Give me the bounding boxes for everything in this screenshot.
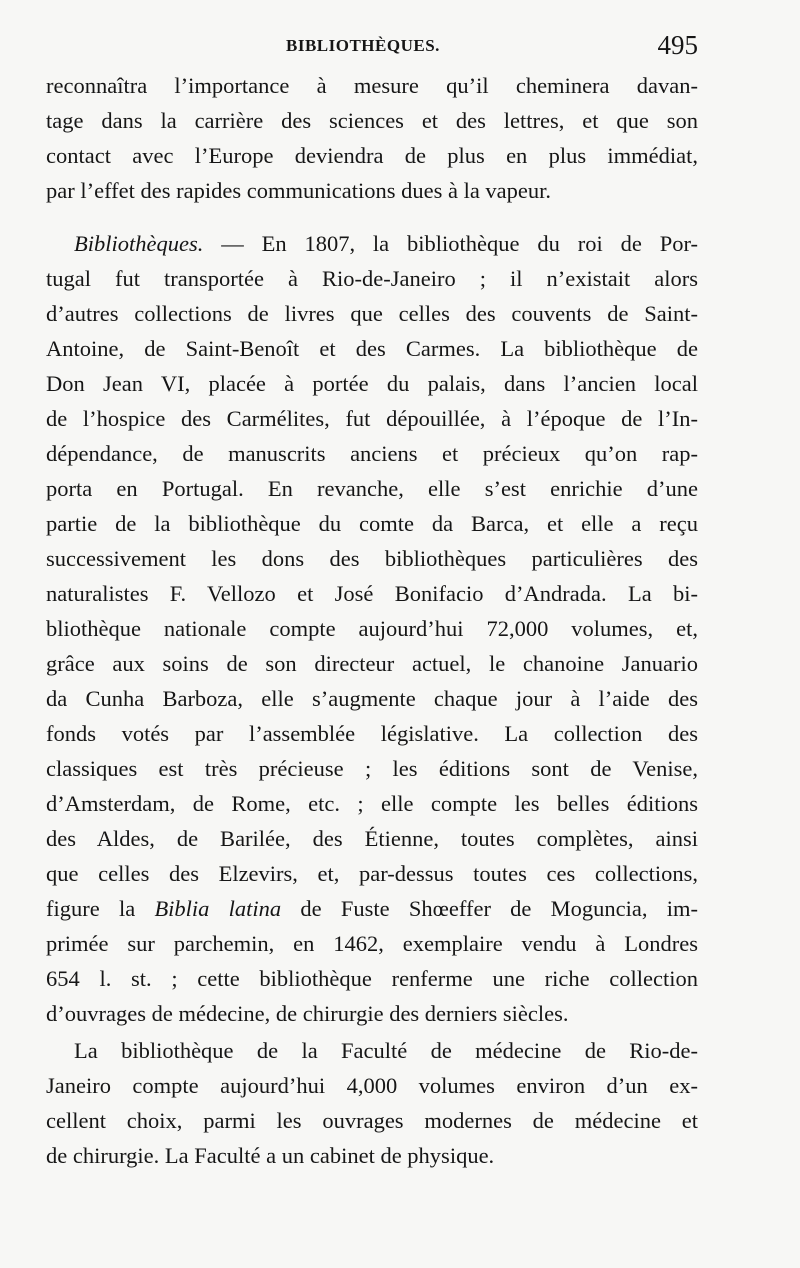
text-line: grâce aux soins de son directeur actuel, le chanoine Januario xyxy=(46,651,698,676)
text-line: que celles des Elzevirs, et, par-dessus toutes ces collections, xyxy=(46,861,698,886)
text-line: des Aldes, de Barilée, des Étienne, toutes complètes, ainsi xyxy=(46,826,698,851)
text-line: tugal fut transportée à Rio-de-Janeiro ; il n’existait alors xyxy=(46,266,698,291)
text-line: tage dans la carrière des sciences et des lettres, et que son xyxy=(46,108,698,133)
page-text-block xyxy=(46,32,698,1232)
text-line: La bibliothèque de la Faculté de médecine de Rio-de- xyxy=(74,1038,698,1063)
running-title: BIBLIOTHÈQUES. xyxy=(286,36,440,55)
section-lead-italic: Bibliothèques. xyxy=(74,231,204,256)
text-fragment: de Fuste Shœeffer de Moguncia, im- xyxy=(281,896,698,921)
text-line: bliothèque nationale compte aujourd’hui 72,000 volumes, et, xyxy=(46,616,698,641)
text-line: dépendance, de manuscrits anciens et précieux qu’on rap- xyxy=(46,441,698,466)
text-line: Don Jean VI, placée à portée du palais, dans l’ancien local xyxy=(46,371,698,396)
running-header xyxy=(46,32,698,68)
text-line: contact avec l’Europe deviendra de plus en plus immédiat, xyxy=(46,143,698,168)
text-line: partie de la bibliothèque du comte da Barca, et elle a reçu xyxy=(46,511,698,536)
paragraph-bibliotheques xyxy=(46,226,698,1031)
text-line: reconnaîtra l’importance à mesure qu’il cheminera davan- xyxy=(46,73,698,98)
book-title-italic: Biblia latina xyxy=(154,896,282,921)
text-fragment: — En 1807, la bibliothèque du roi de Por- xyxy=(203,231,698,256)
text-fragment: figure la xyxy=(46,896,155,921)
text-line xyxy=(46,226,698,261)
text-line: da Cunha Barboza, elle s’augmente chaque jour à l’aide des xyxy=(46,686,698,711)
text-line: par l’effet des rapides communications dues à la vapeur. xyxy=(46,178,552,203)
text-line: cellent choix, parmi les ouvrages modernes de médecine et xyxy=(46,1108,698,1133)
text-line xyxy=(46,891,698,926)
text-line: classiques est très précieuse ; les éditions sont de Venise, xyxy=(46,756,698,781)
text-line: d’autres collections de livres que celles des couvents de Saint- xyxy=(46,301,698,326)
paragraph-1 xyxy=(46,68,698,208)
page-number: 495 xyxy=(657,30,698,60)
paragraph-faculte xyxy=(46,1033,698,1173)
text-line: fonds votés par l’assemblée législative. La collection des xyxy=(46,721,698,746)
text-line: de chirurgie. La Faculté a un cabinet de physique. xyxy=(46,1143,495,1168)
text-line: naturalistes F. Vellozo et José Bonifacio d’Andrada. La bi- xyxy=(46,581,698,606)
text-line: successivement les dons des bibliothèques particulières des xyxy=(46,546,698,571)
text-line: de l’hospice des Carmélites, fut dépouillée, à l’époque de l’In- xyxy=(46,406,698,431)
text-line: 654 l. st. ; cette bibliothèque renferme une riche collection xyxy=(46,966,698,991)
text-line: porta en Portugal. En revanche, elle s’est enrichie d’une xyxy=(46,476,698,501)
text-line: Antoine, de Saint-Benoît et des Carmes. La bibliothèque de xyxy=(46,336,698,361)
text-line: primée sur parchemin, en 1462, exemplaire vendu à Londres xyxy=(46,931,698,956)
text-line: Janeiro compte aujourd’hui 4,000 volumes environ d’un ex- xyxy=(46,1073,698,1098)
text-line: d’ouvrages de médecine, de chirurgie des derniers siècles. xyxy=(46,1001,569,1026)
text-line: d’Amsterdam, de Rome, etc. ; elle compte les belles éditions xyxy=(46,791,698,816)
